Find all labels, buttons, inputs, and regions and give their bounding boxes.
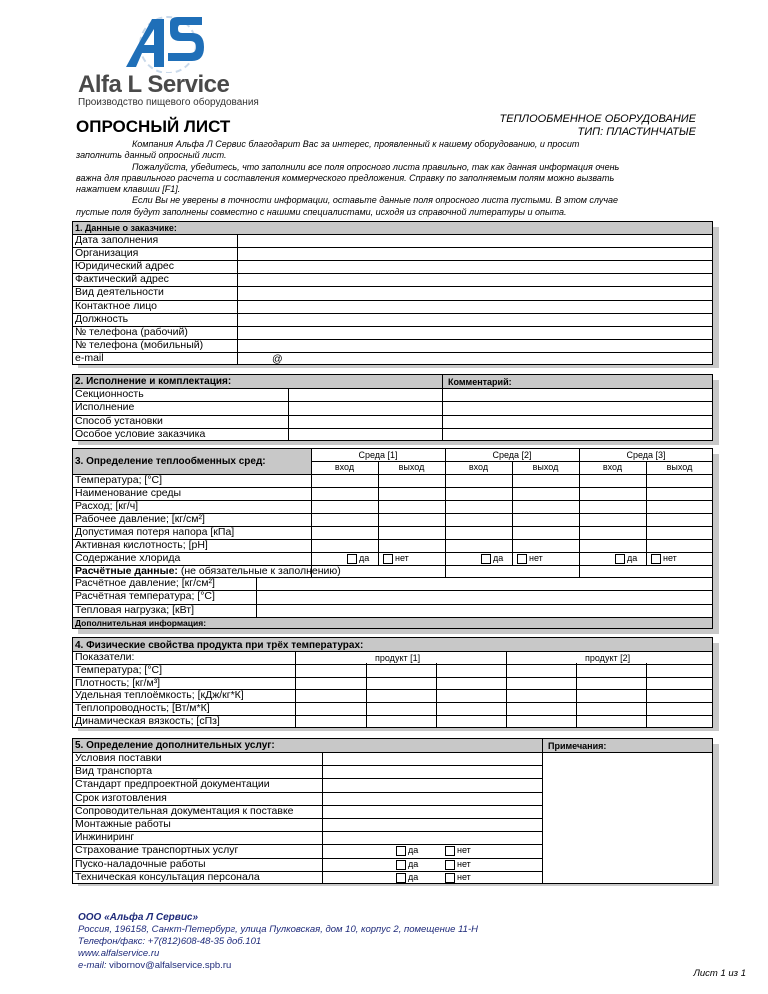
s4-cell-input[interactable] [648, 665, 711, 675]
s1-row-label: Вид деятельности [75, 286, 164, 299]
s4-cell-input[interactable] [648, 716, 711, 726]
footer-email[interactable]: vibornov@alfalservice.spb.ru [109, 960, 232, 971]
service-no-label: нет [457, 858, 471, 869]
s4-row-line [72, 651, 713, 652]
s5-row-label: Инжиниринг [75, 831, 135, 844]
intro-p2c: нажатием клавиши [F1]. [76, 184, 181, 195]
service-no-label: нет [457, 871, 471, 882]
footer-address: Россия, 196158, Санкт-Петербург, улица Пулковская, дом 10, корпус 2, помещение 11-Н [78, 924, 478, 935]
s2-row-input[interactable] [290, 389, 440, 400]
chloride-yes-label: да [627, 553, 638, 563]
medium-out-input[interactable] [514, 488, 577, 499]
s4-cell-input[interactable] [508, 703, 574, 713]
s5-row-label: Техническая консультация персонала [75, 870, 260, 883]
chloride-no-checkbox[interactable] [383, 554, 393, 564]
s2-comment-input[interactable] [444, 429, 711, 440]
service-yes-checkbox[interactable] [396, 860, 406, 870]
s4-cell-input[interactable] [508, 690, 574, 700]
medium-out-input[interactable] [380, 488, 443, 499]
s2-comment: Комментарий: [448, 377, 512, 387]
s4-cell-input[interactable] [508, 716, 574, 726]
s4-cell-input[interactable] [297, 678, 364, 688]
s1-row-label: e-mail [75, 351, 104, 364]
medium-in-input[interactable] [447, 475, 510, 486]
s4-cell-input[interactable] [368, 690, 434, 700]
medium-in-input[interactable] [447, 514, 510, 525]
chloride-no-label: нет [395, 553, 409, 563]
footer-email-line [78, 960, 478, 972]
medium-in-input[interactable] [447, 488, 510, 499]
s2-row-label: Секционность [75, 388, 144, 400]
s4-row-label: Динамическая вязкость; [сПз] [75, 715, 220, 727]
s4-cell-input[interactable] [368, 716, 434, 726]
s2-comment-input[interactable] [444, 402, 711, 413]
s4-cell-input[interactable] [508, 665, 574, 675]
chloride-yes-label: да [359, 553, 370, 563]
s3-row-label: Допустимая потеря напора [кПа] [75, 526, 235, 538]
s4-col-line [646, 663, 647, 728]
s5-row-label: Пуско-наладочные работы [75, 857, 206, 870]
s4-row-label: Теплопроводность; [Вт/м*К] [75, 702, 210, 715]
chloride-no-label: нет [663, 553, 677, 563]
s5-row-input[interactable] [324, 806, 540, 817]
s5-title: 5. Определение дополнительных услуг: [75, 740, 275, 751]
medium-in-input[interactable] [313, 501, 376, 512]
medium-in-input[interactable] [313, 540, 376, 551]
service-yes-label: да [408, 871, 419, 882]
s2-row-label: Исполнение [75, 401, 135, 414]
s1-title: 1. Данные о заказчике: [75, 223, 177, 233]
out-label: выход [532, 462, 559, 472]
s1-row-label: № телефона (мобильный) [75, 338, 204, 351]
s5-row-label: Срок изготовления [75, 791, 167, 804]
s3-row-label: Температура; [°C] [75, 474, 163, 486]
intro-p3a: Если Вы не уверены в точности информации, оставьте данные поля опросного листа пустыми. В этом случае [132, 195, 619, 206]
s4-title: 4. Физические свойства продукта при трёх температурах: [75, 640, 364, 651]
service-no-label: нет [457, 845, 471, 856]
s1-row-input[interactable] [239, 274, 711, 285]
brand-name: Alfa L Service [78, 71, 230, 98]
out-label: выход [398, 462, 425, 472]
intro-p2a: Пожалуйста, убедитесь, что заполнили все поля опросного листа правильно, так как данная информация очень [132, 161, 620, 172]
chloride-no-checkbox[interactable] [517, 554, 527, 564]
s3-row-label: Расход; [кг/ч] [75, 500, 139, 512]
medium-in-input[interactable] [313, 475, 376, 486]
email-at-sign: @ [272, 353, 283, 365]
medium-in-input[interactable] [447, 540, 510, 551]
s4-cell-input[interactable] [438, 690, 504, 700]
out-label: выход [666, 462, 693, 472]
medium-in-input[interactable] [581, 488, 644, 499]
s1-row-input[interactable] [239, 327, 711, 338]
intro-p3b: пустые поля будут заполнены совместно с нашими специалистами, исходя из справочной литературы и опыта. [76, 206, 567, 217]
s1-row-input[interactable] [239, 261, 711, 272]
medium-in-input[interactable] [313, 514, 376, 525]
s5-row-input[interactable] [324, 779, 540, 790]
s5-row-label: Страхование транспортных услуг [75, 844, 239, 857]
s4-cell-input[interactable] [578, 703, 644, 713]
s4-cell-input[interactable] [438, 703, 504, 713]
service-yes-checkbox[interactable] [396, 846, 406, 856]
s4-cell-input[interactable] [297, 665, 364, 675]
s2-title: 2. Исполнение и комплектация: [75, 376, 232, 387]
s2-comment-input[interactable] [444, 416, 711, 427]
s1-row-label: Юридический адрес [75, 260, 175, 273]
medium-out-input[interactable] [648, 514, 711, 525]
page-title: ОПРОСНЫЙ ЛИСТ [76, 117, 231, 136]
s2-row-input[interactable] [290, 416, 440, 427]
s3-extra: Дополнительная информация: [75, 618, 207, 628]
s4-cell-input[interactable] [438, 716, 504, 726]
s2-row-label: Особое условие заказчика [75, 427, 206, 440]
footer [78, 912, 478, 972]
s1-row-input[interactable] [239, 314, 711, 325]
s2-vline-b [442, 374, 443, 441]
s5-notes: Примечания: [548, 741, 607, 751]
medium-in-input[interactable] [581, 501, 644, 512]
s4-col-line [576, 663, 577, 728]
chloride-yes-checkbox[interactable] [481, 554, 491, 564]
s1-row-label: Организация [75, 247, 139, 260]
medium-out-input[interactable] [648, 475, 711, 486]
s2-row-input[interactable] [290, 402, 440, 413]
s1-row-input[interactable] [239, 287, 711, 298]
s4-cell-input[interactable] [578, 665, 644, 675]
s5-vline-b [542, 738, 543, 884]
s4-cell-input[interactable] [368, 703, 434, 713]
s4-cell-input[interactable] [578, 690, 644, 700]
medium-out-input[interactable] [514, 501, 577, 512]
s5-row-input[interactable] [324, 819, 540, 830]
service-no-checkbox[interactable] [445, 873, 455, 883]
s5-row-input[interactable] [324, 793, 540, 804]
s4-cell-input[interactable] [508, 678, 574, 688]
s3-row-label: Наименование среды [75, 487, 182, 499]
chloride-yes-checkbox[interactable] [347, 554, 357, 564]
medium-out-input[interactable] [648, 527, 711, 538]
s5-row-input[interactable] [324, 753, 540, 764]
s1-row-input[interactable] [239, 235, 711, 246]
s5-row-input[interactable] [324, 832, 540, 843]
s1-row-input[interactable] [239, 353, 711, 364]
footer-email-label: e-mail: [78, 960, 107, 971]
intro-text [76, 139, 726, 218]
medium-out-input[interactable] [648, 488, 711, 499]
service-yes-label: да [408, 845, 419, 856]
medium-out-input[interactable] [514, 514, 577, 525]
s4-cell-input[interactable] [368, 665, 434, 675]
logo-icon [118, 15, 208, 73]
medium-out-input[interactable] [514, 527, 577, 538]
s4-row-label: Показатели: [75, 651, 135, 663]
calc-vline [256, 577, 257, 617]
s3-row-label: Активная кислотность; [pH] [75, 539, 208, 551]
service-no-checkbox[interactable] [445, 860, 455, 870]
s3-title: 3. Определение теплообменных сред: [75, 456, 266, 467]
s5-row-label: Монтажные работы [75, 818, 171, 830]
s4-cell-input[interactable] [578, 716, 644, 726]
plate-type: ТИП: ПЛАСТИНЧАТЫЕ [577, 126, 696, 138]
notes-input[interactable] [544, 753, 711, 882]
medium-out-input[interactable] [380, 501, 443, 512]
s2-comment-input[interactable] [444, 389, 711, 400]
chloride-no-checkbox[interactable] [651, 554, 661, 564]
s4-cell-input[interactable] [368, 678, 434, 688]
s4-row-label: Температура; [°C] [75, 663, 163, 676]
s4-cell-input[interactable] [648, 678, 711, 688]
s5-row-label: Условия поставки [75, 752, 162, 764]
s1-row-label: Фактический адрес [75, 273, 169, 286]
medium-in-input[interactable] [581, 475, 644, 486]
medium-out-input[interactable] [380, 540, 443, 551]
in-label: вход [468, 462, 489, 472]
brand-subtitle: Производство пищевого оборудования [78, 97, 259, 108]
s2-row-label: Способ установки [75, 414, 163, 427]
s5-row-label: Вид транспорта [75, 765, 153, 778]
s4-cell-input[interactable] [648, 690, 711, 700]
calc-data-heading [75, 565, 341, 577]
company-logo [118, 15, 208, 73]
s4-col-line [436, 663, 437, 728]
s3-row-label: Содержание хлорида [75, 552, 181, 564]
service-yes-label: да [408, 858, 419, 869]
medium-in-input[interactable] [581, 527, 644, 538]
intro-p1a: Компания Альфа Л Сервис благодарит Вас за интерес, проявленный к нашему оборудованию, и просит [132, 139, 580, 149]
calc-row-label: Тепловая нагрузка; [кВт] [75, 603, 194, 616]
calc-row-label: Расчётная температура; [°C] [75, 590, 215, 603]
s4-col-line [366, 663, 367, 728]
s1-row-input[interactable] [239, 340, 711, 351]
intro-p2b: важна для правильного расчета и составления коммерческого предложения. Справку по заполняемым полям можно вызвать [76, 172, 615, 183]
s1-row-input[interactable] [239, 248, 711, 259]
page-number: Лист 1 из 1 [693, 968, 746, 979]
s4-cell-input[interactable] [438, 678, 504, 688]
calc-title: Расчётные данные: [75, 565, 178, 577]
medium-in-input[interactable] [581, 540, 644, 551]
s1-row-label: № телефона (рабочий) [75, 325, 188, 338]
s4-cell-input[interactable] [648, 703, 711, 713]
medium-label: Среда [1] [358, 450, 398, 460]
medium-in-input[interactable] [313, 488, 376, 499]
service-no-checkbox[interactable] [445, 846, 455, 856]
service-yes-checkbox[interactable] [396, 873, 406, 883]
s4-cell-input[interactable] [438, 665, 504, 675]
chloride-no-label: нет [529, 553, 543, 563]
footer-phone: Телефон/факс: +7(812)608-48-35 доб.101 [78, 936, 262, 947]
s5-row-input[interactable] [324, 766, 540, 777]
intro-p1b: заполнить данный опросный лист. [76, 150, 227, 161]
medium-out-input[interactable] [380, 527, 443, 538]
medium-in-input[interactable] [581, 514, 644, 525]
s2-row-input[interactable] [290, 429, 440, 440]
calc-note: (не обязательные к заполнению) [180, 565, 341, 577]
product-2-label: продукт [2] [585, 653, 631, 663]
s4-cell-input[interactable] [578, 678, 644, 688]
medium-in-input[interactable] [447, 527, 510, 538]
s1-row-input[interactable] [239, 301, 711, 312]
equipment-type: ТЕПЛООБМЕННОЕ ОБОРУДОВАНИЕ [499, 113, 696, 125]
s4-row-label: Удельная теплоёмкость; [кДж/кг*К] [75, 689, 244, 702]
medium-out-input[interactable] [514, 540, 577, 551]
medium-in-input[interactable] [447, 501, 510, 512]
medium-out-input[interactable] [648, 540, 711, 551]
medium-out-input[interactable] [514, 475, 577, 486]
medium-out-input[interactable] [380, 475, 443, 486]
s4-cell-input[interactable] [297, 703, 364, 713]
in-label: вход [334, 462, 355, 472]
medium-in-input[interactable] [313, 527, 376, 538]
medium-label: Среда [2] [492, 450, 532, 460]
chloride-yes-checkbox[interactable] [615, 554, 625, 564]
medium-label: Среда [3] [626, 450, 666, 460]
s4-cell-input[interactable] [297, 716, 364, 726]
s4-row-label: Плотность; [кг/м³] [75, 676, 161, 689]
chloride-yes-label: да [493, 553, 504, 563]
calc-row-input[interactable] [258, 578, 711, 589]
calc-row-input[interactable] [258, 605, 711, 616]
s5-row-label: Сопроводительная документация к поставке [75, 804, 294, 817]
in-label: вход [602, 462, 623, 472]
s4-cell-input[interactable] [297, 690, 364, 700]
calc-row-label: Расчётное давление; [кг/см²] [75, 577, 215, 589]
calc-row-input[interactable] [258, 591, 711, 602]
product-1-label: продукт [1] [375, 653, 421, 663]
s1-row-label: Контактное лицо [75, 299, 157, 312]
s1-row-label: Должность [75, 312, 129, 325]
s5-row-label: Стандарт предпроектной документации [75, 778, 270, 791]
footer-company: ООО «Альфа Л Сервис» [78, 912, 199, 923]
s1-row-label: Дата заполнения [75, 234, 159, 246]
footer-web[interactable]: www.alfalservice.ru [78, 948, 160, 959]
s3-row-label: Рабочее давление; [кг/см²] [75, 513, 205, 525]
medium-out-input[interactable] [648, 501, 711, 512]
medium-out-input[interactable] [380, 514, 443, 525]
